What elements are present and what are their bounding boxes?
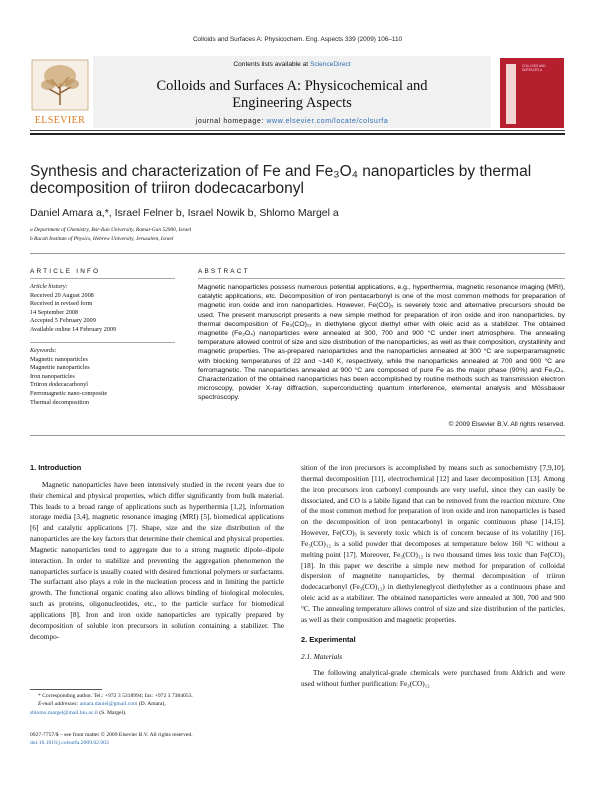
history-item: Available online 14 February 2009 [30,325,117,333]
footnotes [30,692,284,717]
history-item: 14 September 2008 [30,308,79,316]
journal-title [93,78,491,112]
publisher-wordmark: ELSEVIER [34,115,86,126]
homepage-prefix: journal homepage: [195,118,267,125]
email-line-2 [30,709,284,717]
header-rule-thin [30,130,565,131]
journal-cover-image [500,58,564,128]
introduction-paragraph: Magnetic nanoparticles have been intensively studied in the recent years due to their chemical and physical properties, which differ significantly from bulk material. This leads to a broad range of applications such as hyperthermia [1,2], information storage media [3,4], magnetic resonance imaging (MRI) [5], biomedical applications [6] and catalytic applications [7]. Shape, size and the size distribution of the nanoparticles are the key factors that determine their chemical and physical properties. Magnetic nanoparticles tend to aggregate due to a strong magnetic dipole–dipole interaction. In order to stabilize and preventing the aggregation phenomenon the nanoparticles surface is usually coated with desired functional polymers or surfactants. The surfactant also plays a role in the nucleation process and in limiting the particle growth. The functional organic coating also allows binding of biological molecules, such as proteins, oligonucleotides, etc., to the particle surface for biomedical applications [8]. Iron and iron oxide nanoparticles are typically prepared by decomposition of soluble iron precursors in solution containing a stabilizer. The decompo- [30,479,284,641]
article-info-heading: ARTICLE INFO [30,268,101,275]
article-title [30,163,565,197]
homepage-url-link[interactable]: www.elsevier.com/locate/colsurfa [266,118,389,125]
contents-prefix: Contents lists available at [233,61,310,68]
issn-doi-block [30,731,330,748]
abstract-text: Magnetic nanoparticles possess numerous potential applications, e.g., hyperthermia, magnetic resonance imaging (MRI), catalytic applications, etc. Decomposition of iron pentacarbonyl is one of the most common methods for preparation of magnetic iron oxide and iron nanoparticles. However, Fe(CO)₅ is severely toxic and alternative precursors should be used. The present manuscript presents a new simple method for preparation of iron oxide and iron nanoparticles, by thermal decomposition of Fe₃(CO)₁₂ in diethylene glycol diethyl ether with oleic acid as a stabilizer. The obtained magnetite (Fe₃O₄) nanoparticles were annealed at 300, 700 and 900 °C under inert atmosphere. The annealing temperature allowed control of size and size distribution of the nanoparticles, as well as their composition, crystallinity and magnetic properties. The as-prepared nanoparticles and the nanoparticles annealed at 300 °C are superparamagnetic with blocking temperatures of 22 and ~140 K, respectively, while the nanoparticles annealed at 700 and 900 °C are ferromagnetic. The nanoparticles annealed at 900 °C are composed of pure Fe as the major phase (90%) and Fe₃O₄. Characterization of the obtained nanoparticles has been accomplished by routine methods such as transmission electron microscopy, powder X-ray diffraction, superconducting quantum interference, elemental analysis and Mössbauer spectroscopy. [198,284,565,402]
header-rule-thick [30,133,565,135]
corresponding-author-note: * Corresponding author. Tel.: +972 3 5318994; fax: +972 3 7384053. [38,693,193,699]
materials-heading: 2.1. Materials [301,651,343,661]
author-list: Daniel Amara a,*, Israel Felner b, Israel Nowik b, Shlomo Margel a [30,207,339,219]
contents-line [93,61,491,68]
body-column-left [30,463,284,643]
journal-title-line2: Engineering Aspects [232,95,352,111]
keyword-item: Thermal decomposition [30,398,89,406]
introduction-heading: 1. Introduction [30,463,82,472]
abstract-heading: ABSTRACT [198,268,250,275]
abstract-bottom-rule [30,435,565,436]
affiliation-separator [30,253,565,254]
article-history [30,283,180,335]
affiliation-b: b Racah Institute of Physics, Hebrew University, Jerusalem, Israel [30,236,174,242]
emails-label: E-mail addresses: [38,701,80,708]
history-label: Article history: [30,283,68,290]
journal-homepage [93,118,491,125]
footnote-rule [30,689,102,690]
cover-title: COLLOIDS AND SURFACES A [522,64,546,72]
experimental-heading: 2. Experimental [301,634,356,644]
cover-strip [506,64,516,124]
doi-link[interactable]: doi:10.1016/j.colsurfa.2009.02.003 [30,740,109,747]
elsevier-tree-logo [31,59,89,129]
history-item: Received 20 August 2008 [30,291,94,299]
running-head: Colloids and Surfaces A: Physicochem. Eng. Aspects 339 (2009) 106–110 [192,36,403,43]
history-item: Received in revised form [30,300,93,308]
sciencedirect-link[interactable]: ScienceDirect [309,61,351,68]
introduction-continued: sition of the iron precursors is accomplished by means such as sonochemistry [7,9,10], thermal decomposition [11], electrochemical [12] and laser decomposition [13]. Among the iron precursors iron carbonyl compounds are very useful, since they can easily be dissociated, and CO is a labile ligand that can be removed from the reaction mixture. One of the most common method for preparation of iron oxide and iron nanoparticles is based on the decomposition of iron pentacarbonyl in organic continuous phase [14,15]. However, Fe(CO)₅ is severely toxic which is of concern because of its volatility [16]. Fe₃(CO)₁₂ is a solid powder that decomposes at temperature below 160 °C without a melting point [17]. Moreover, Fe₃(CO)₁₂ is two thousand times less toxic than Fe(CO)₅ [18]. In this paper we describe a simple new method for preparation of colloidal dispersion of magnetite nanoparticles, by thermal decomposition of triiron dodecacarbonyl (Fe₃(CO)₁₂) in diethyleneglycol diethylether as a continuous phase and oleic acid as a stabilizer. The obtained nanoparticles were annealed at 300, 700 and 900 °C. The annealing temperature allows control of size and size distribution of the particles, as well as their composition and magnetic properties. [301,463,565,624]
article-title-line1: Synthesis and characterization of Fe and Fe₃O₄ nanoparticles by thermal [30,163,532,180]
body-column-right [301,463,565,690]
keyword-item: Triiron dodecacarbonyl [30,381,89,389]
email-owner-margel: (S. Margel). [97,709,127,716]
email-link-amara[interactable]: amara.daniel@gmail.com [79,701,138,708]
keyword-item: Magnetic nanoparticles [30,355,88,363]
keyword-item: Iron nanoparticles [30,372,75,380]
history-item: Accepted 5 February 2009 [30,317,96,325]
issn-line: 0927-7757/$ – see front matter © 2009 Elsevier B.V. All rights reserved. [30,732,193,738]
email-link-margel[interactable]: shlomo.margel@mail.biu.ac.il [30,709,98,716]
article-title-line2: decomposition of triiron dodecacarbonyl [30,180,304,197]
copyright-line: © 2009 Elsevier B.V. All rights reserved. [448,421,565,428]
affiliation-a: a Department of Chemistry, Bar-Ilan University, Ramat-Gan 52900, Israel [30,227,192,233]
keywords-label: Keywords: [30,347,57,354]
keyword-item: Magnetite nanoparticles [30,364,90,372]
journal-title-line1: Colloids and Surfaces A: Physicochemical and [156,78,428,94]
email-line [30,700,284,708]
keywords [30,347,180,407]
materials-paragraph: The following analytical-grade chemicals were purchased from Aldrich and were used without further purification: Fe₃(CO)₁₂ [301,668,565,689]
abstract-rule [198,278,565,279]
article-info-rule [30,278,175,279]
keywords-rule [30,342,175,343]
email-owner-amara: (D. Amara), [137,701,166,708]
keyword-item: Ferromagnetic nano-composite [30,389,108,397]
